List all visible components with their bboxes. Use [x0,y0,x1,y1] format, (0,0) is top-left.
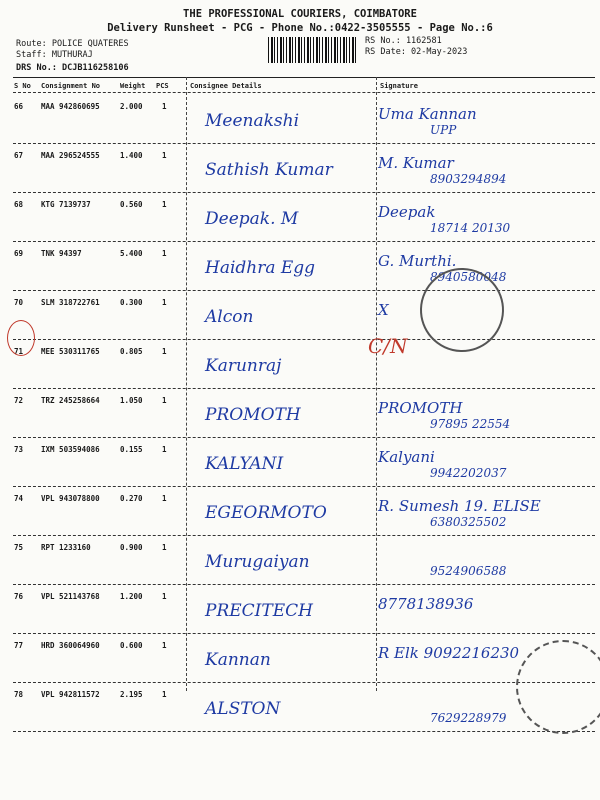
handwritten-consignee: KALYANI [205,454,284,474]
handwritten-note: 9524906588 [430,564,507,578]
drs-number: DRS No.: DCJB116258106 [16,63,129,73]
table-row [0,438,600,493]
row-weight: 0.560 [120,200,143,209]
handwritten-signature: X [378,301,389,319]
row-pcs: 1 [162,445,167,454]
row-pcs: 1 [162,543,167,552]
handwritten-signature: Uma Kannan [378,105,477,123]
row-pcs: 1 [162,102,167,111]
row-sno: 69 [14,249,24,258]
handwritten-note: 18714 20130 [430,221,511,235]
rs-number: RS No.: 1162581 [365,36,442,46]
row-sno: 71 [14,347,24,356]
table-row [0,242,600,297]
row-pcs: 1 [162,592,167,601]
table-top-line [13,77,595,78]
row-sno: 78 [14,690,24,699]
row-pcs: 1 [162,200,167,209]
route: Route: POLICE QUATERES [16,39,129,49]
row-consignment-no: MAA 942860695 [41,102,100,111]
barcode [268,37,356,63]
handwritten-note: 8903294894 [430,172,507,186]
table-head-line [13,92,595,93]
row-weight: 2.195 [120,690,143,699]
red-cn-mark: C/N [368,334,408,358]
row-pcs: 1 [162,396,167,405]
row-sno: 73 [14,445,24,454]
staff: Staff: MUTHURAJ [16,50,93,60]
row-pcs: 1 [162,298,167,307]
table-row [0,95,600,150]
row-consignment-no: MAA 296524555 [41,151,100,160]
row-weight: 1.200 [120,592,143,601]
row-pcs: 1 [162,151,167,160]
row-pcs: 1 [162,690,167,699]
handwritten-consignee: Karunraj [205,356,282,376]
handwritten-signature: Deepak [378,203,436,221]
col-head-weight: Weight [120,82,146,90]
row-sno: 67 [14,151,24,160]
handwritten-consignee: Kannan [205,650,271,670]
row-sno: 68 [14,200,24,209]
table-row [0,144,600,199]
row-sno: 70 [14,298,24,307]
handwritten-note: 8940580048 [430,270,507,284]
runsheet-title: Delivery Runsheet - PCG - Phone No.:0422-3505555 - Page No.:6 [107,22,493,34]
handwritten-note: 9942202037 [430,466,507,480]
table-row [0,291,600,346]
row-weight: 1.050 [120,396,143,405]
handwritten-signature: Kalyani [378,448,435,466]
table-row [0,389,600,444]
handwritten-note: 6380325502 [430,515,507,529]
row-consignment-no: TRZ 245258664 [41,396,100,405]
table-row [0,193,600,248]
handwritten-signature: R Elk 9092216230 [378,644,520,662]
row-sno: 76 [14,592,24,601]
table-row [0,487,600,542]
table-row [0,536,600,591]
row-weight: 0.270 [120,494,143,503]
handwritten-signature: PROMOTH [378,399,463,417]
handwritten-note: 7629228979 [430,711,507,725]
row-consignment-no: TNK 94397 [41,249,82,258]
handwritten-note: 97895 22554 [430,417,511,431]
row-sno: 74 [14,494,24,503]
row-sno: 77 [14,641,24,650]
company-title: THE PROFESSIONAL COURIERS, COIMBATORE [183,8,417,20]
table-row [0,634,600,689]
col-head-consignee: Consignee Details [190,82,262,90]
company-stamp [516,640,600,734]
rs-date: RS Date: 02-May-2023 [365,47,468,57]
handwritten-consignee: Haidhra Egg [205,258,316,278]
row-consignment-no: MEE 530311765 [41,347,100,356]
row-pcs: 1 [162,494,167,503]
handwritten-signature: 8778138936 [378,595,474,613]
col-head-pcs: PCS [156,82,169,90]
col-head-consignment: Consignment No [41,82,101,90]
row-consignment-no: IXM 503594086 [41,445,100,454]
table-row [0,340,600,395]
handwritten-consignee: Alcon [205,307,254,327]
row-weight: 1.400 [120,151,143,160]
handwritten-consignee: PRECITECH [205,601,313,621]
row-weight: 0.900 [120,543,143,552]
handwritten-consignee: Sathish Kumar [205,160,333,180]
row-weight: 5.400 [120,249,143,258]
handwritten-note: UPP [430,123,457,137]
handwritten-consignee: Deepak. M [205,209,299,229]
row-weight: 0.805 [120,347,143,356]
row-pcs: 1 [162,347,167,356]
row-pcs: 1 [162,641,167,650]
row-consignment-no: HRD 360064960 [41,641,100,650]
row-weight: 0.300 [120,298,143,307]
handwritten-consignee: Meenakshi [205,111,300,131]
row-consignment-no: RPT 1233160 [41,543,91,552]
row-weight: 0.155 [120,445,143,454]
row-consignment-no: SLM 318722761 [41,298,100,307]
row-sno: 66 [14,102,24,111]
handwritten-signature: G. Murthi. [378,252,457,270]
row-sno: 72 [14,396,24,405]
row-weight: 0.600 [120,641,143,650]
col-head-sno: S No [14,82,31,90]
row-weight: 2.000 [120,102,143,111]
red-circle-mark [7,320,35,356]
handwritten-signature: M. Kumar [378,154,454,172]
row-divider [13,731,595,732]
handwritten-signature: R. Sumesh 19. ELISE [378,497,541,515]
row-consignment-no: KTG 7139737 [41,200,91,209]
row-pcs: 1 [162,249,167,258]
row-consignment-no: VPL 521143768 [41,592,100,601]
table-row [0,683,600,738]
handwritten-consignee: PROMOTH [205,405,301,425]
handwritten-consignee: ALSTON [205,699,281,719]
handwritten-consignee: EGEORMOTO [205,503,327,523]
row-consignment-no: VPL 943078800 [41,494,100,503]
col-head-signature: Signature [380,82,418,90]
row-sno: 75 [14,543,24,552]
handwritten-consignee: Murugaiyan [205,552,310,572]
table-row [0,585,600,640]
row-consignment-no: VPL 942811572 [41,690,100,699]
